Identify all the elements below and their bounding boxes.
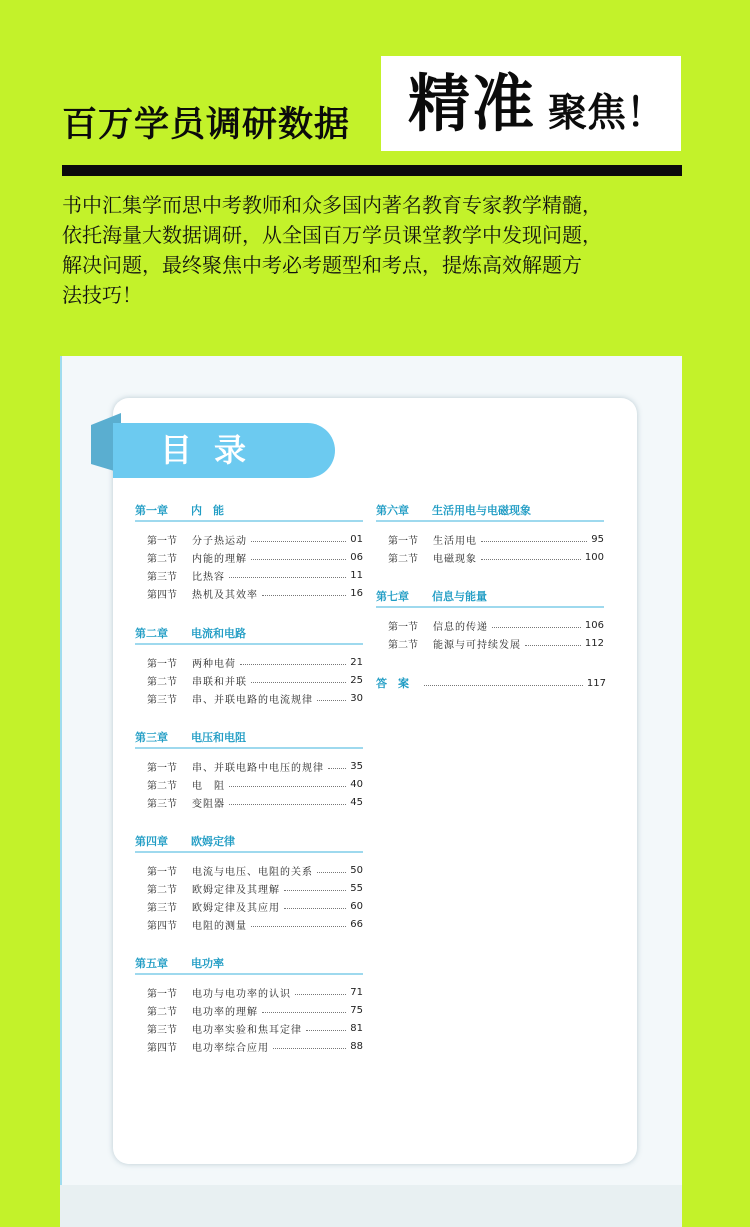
leader-dots	[481, 554, 581, 560]
leader-dots	[251, 536, 346, 542]
toc-entry[interactable]	[147, 655, 363, 669]
toc-entry[interactable]	[147, 881, 363, 895]
page-number: 40	[350, 778, 363, 790]
section-title: 电功率综合应用	[192, 1042, 269, 1054]
chapter-title: 内 能	[191, 504, 224, 517]
section-title: 比热容	[192, 571, 225, 583]
toc-entry[interactable]	[147, 1003, 363, 1017]
chapter-title: 电压和电阻	[191, 731, 246, 744]
page-number: 16	[350, 587, 363, 599]
leader-dots	[295, 989, 346, 995]
toc-entry[interactable]	[147, 673, 363, 687]
chapter-rule	[376, 520, 604, 522]
page-number: 45	[350, 796, 363, 808]
page-number: 50	[350, 864, 363, 876]
page-number: 106	[584, 619, 604, 631]
leader-dots	[251, 921, 346, 927]
leader-dots	[317, 695, 346, 701]
leader-dots	[306, 1025, 346, 1031]
leader-dots	[262, 1007, 346, 1013]
headline-left: 百万学员调研数据	[62, 105, 351, 145]
section-number: 第二节	[147, 780, 177, 792]
toc-entry[interactable]	[147, 863, 363, 877]
section-number: 第三节	[147, 571, 177, 583]
intro-paragraph	[62, 190, 692, 310]
toc-entry[interactable]	[147, 586, 363, 600]
toc-entry[interactable]	[147, 899, 363, 913]
headline-small: 聚焦！	[548, 91, 666, 136]
chapter-heading	[135, 833, 235, 849]
chapter-title: 欧姆定律	[191, 835, 235, 848]
section-number: 第四节	[147, 920, 177, 932]
toc-entry[interactable]	[147, 985, 363, 999]
answers-dots	[424, 680, 583, 686]
toc-entry[interactable]	[147, 795, 363, 809]
intro-line: 依托海量大数据调研，从全国百万学员课堂教学中发现问题，	[62, 223, 602, 247]
leader-dots	[492, 622, 581, 628]
chapter-title: 信息与能量	[432, 590, 487, 603]
toc-entry[interactable]	[147, 550, 363, 564]
page-number: 01	[350, 533, 363, 545]
leader-dots	[240, 659, 346, 665]
toc-entry[interactable]	[388, 550, 604, 564]
section-number: 第一节	[147, 658, 177, 670]
toc-entry[interactable]	[388, 532, 604, 546]
toc-entry[interactable]	[147, 777, 363, 791]
intro-line: 法技巧！	[62, 283, 142, 307]
chapter-number: 第七章	[376, 590, 409, 603]
chapter-title: 生活用电与电磁现象	[432, 504, 531, 517]
chapter-heading	[376, 588, 487, 604]
page-number: 55	[350, 882, 363, 894]
section-title: 两种电荷	[192, 658, 236, 670]
page-number: 112	[584, 637, 604, 649]
section-number: 第二节	[388, 639, 418, 651]
page-number: 95	[591, 533, 604, 545]
section-title: 电功与电功率的认识	[192, 988, 291, 1000]
section-number: 第四节	[147, 1042, 177, 1054]
section-number: 第三节	[147, 798, 177, 810]
page-number: 35	[350, 760, 363, 772]
section-number: 第一节	[147, 988, 177, 1000]
leader-dots	[481, 536, 587, 542]
leader-dots	[284, 885, 346, 891]
toc-entry[interactable]	[388, 636, 604, 650]
chapter-rule	[376, 606, 604, 608]
toc-entry[interactable]	[388, 618, 604, 632]
section-title: 电磁现象	[433, 553, 477, 565]
leader-dots	[229, 572, 346, 578]
section-title: 电 阻	[192, 780, 225, 792]
leader-dots	[273, 1043, 346, 1049]
chapter-heading	[376, 502, 531, 518]
chapter-title: 电功率	[191, 957, 224, 970]
section-number: 第一节	[388, 535, 418, 547]
toc-entry[interactable]	[147, 1021, 363, 1035]
chapter-number: 第五章	[135, 957, 168, 970]
section-number: 第二节	[388, 553, 418, 565]
leader-dots	[525, 640, 581, 646]
toc-title: 目录	[160, 431, 269, 469]
section-number: 第三节	[147, 902, 177, 914]
chapter-number: 第一章	[135, 504, 168, 517]
answers-page: 117	[586, 677, 606, 689]
chapter-number: 第二章	[135, 627, 168, 640]
page-number: 88	[350, 1040, 363, 1052]
section-number: 第三节	[147, 694, 177, 706]
chapter-heading	[135, 955, 224, 971]
section-title: 欧姆定律及其理解	[192, 884, 280, 896]
leader-dots	[251, 677, 346, 683]
chapter-number: 第六章	[376, 504, 409, 517]
leader-dots	[251, 554, 346, 560]
toc-entry[interactable]	[147, 1039, 363, 1053]
section-title: 热机及其效率	[192, 589, 258, 601]
section-title: 分子热运动	[192, 535, 247, 547]
leader-dots	[317, 867, 346, 873]
section-title: 串、并联电路的电流规律	[192, 694, 313, 706]
answers-label: 答 案	[376, 677, 409, 690]
page-bottom	[60, 1185, 682, 1227]
page-number: 66	[350, 918, 363, 930]
section-title: 信息的传递	[433, 621, 488, 633]
section-number: 第二节	[147, 884, 177, 896]
section-title: 串联和并联	[192, 676, 247, 688]
page-number: 25	[350, 674, 363, 686]
chapter-number: 第四章	[135, 835, 168, 848]
page-number: 11	[350, 569, 363, 581]
section-number: 第一节	[388, 621, 418, 633]
section-title: 电功率实验和焦耳定律	[192, 1024, 302, 1036]
toc-entry[interactable]	[147, 532, 363, 546]
intro-line: 书中汇集学而思中考教师和众多国内著名教育专家教学精髓，	[62, 193, 602, 217]
chapter-heading	[135, 502, 224, 518]
chapter-heading	[135, 729, 246, 745]
section-title: 串、并联电路中电压的规律	[192, 762, 324, 774]
section-title: 电功率的理解	[192, 1006, 258, 1018]
answers-entry	[376, 675, 606, 691]
leader-dots	[284, 903, 346, 909]
toc-entry[interactable]	[147, 568, 363, 582]
chapter-rule	[135, 851, 363, 853]
leader-dots	[262, 590, 346, 596]
header-divider	[62, 165, 682, 176]
chapter-number: 第三章	[135, 731, 168, 744]
section-title: 电阻的测量	[192, 920, 247, 932]
chapter-rule	[135, 520, 363, 522]
headline-big: 精准	[408, 67, 537, 140]
section-number: 第一节	[147, 866, 177, 878]
toc-entry[interactable]	[147, 759, 363, 773]
section-title: 能源与可持续发展	[433, 639, 521, 651]
page-number: 06	[350, 551, 363, 563]
section-title: 欧姆定律及其应用	[192, 902, 280, 914]
toc-entry[interactable]	[147, 917, 363, 931]
chapter-title: 电流和电路	[191, 627, 246, 640]
leader-dots	[229, 799, 346, 805]
page-number: 100	[584, 551, 604, 563]
section-number: 第二节	[147, 1006, 177, 1018]
page-number: 81	[350, 1022, 363, 1034]
section-title: 变阻器	[192, 798, 225, 810]
page-number: 75	[350, 1004, 363, 1016]
leader-dots	[328, 763, 346, 769]
section-number: 第二节	[147, 676, 177, 688]
section-title: 生活用电	[433, 535, 477, 547]
section-number: 第一节	[147, 762, 177, 774]
toc-entry[interactable]	[147, 691, 363, 705]
section-title: 内能的理解	[192, 553, 247, 565]
page-number: 60	[350, 900, 363, 912]
page-number: 21	[350, 656, 363, 668]
page-number: 30	[350, 692, 363, 704]
section-number: 第三节	[147, 1024, 177, 1036]
chapter-rule	[135, 643, 363, 645]
chapter-rule	[135, 973, 363, 975]
intro-line: 解决问题，最终聚焦中考必考题型和考点，提炼高效解题方	[62, 253, 582, 277]
page-number: 71	[350, 986, 363, 998]
section-number: 第二节	[147, 553, 177, 565]
section-title: 电流与电压、电阻的关系	[192, 866, 313, 878]
leader-dots	[229, 781, 346, 787]
chapter-heading	[135, 625, 246, 641]
section-number: 第四节	[147, 589, 177, 601]
chapter-rule	[135, 747, 363, 749]
section-number: 第一节	[147, 535, 177, 547]
